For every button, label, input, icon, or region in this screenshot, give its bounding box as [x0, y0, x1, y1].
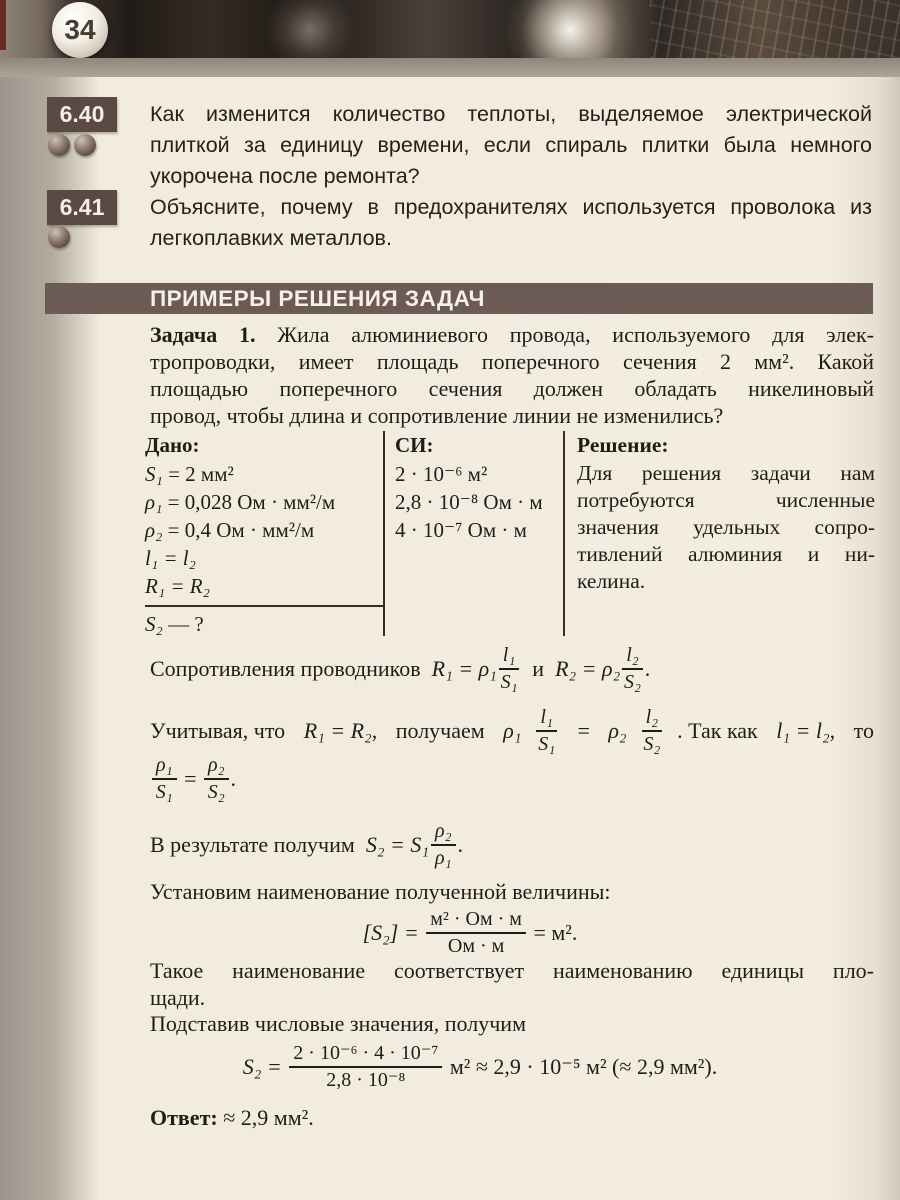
- task-text: Жила алюминиевого провода, используемого для элек-: [277, 322, 874, 347]
- difficulty-ball-icon: [74, 134, 96, 156]
- answer-value: ≈ 2,9 мм².: [217, 1105, 314, 1130]
- fraction-numerator: l₁: [499, 644, 520, 670]
- fraction: [289, 1042, 442, 1092]
- banner-lower-band: [0, 58, 900, 77]
- page-number-ball: [52, 2, 108, 58]
- difficulty-balls-641: [48, 226, 70, 248]
- fraction: [536, 706, 557, 756]
- task-line: провод, чтобы длина и сопротивление линии не изменились?: [150, 403, 724, 428]
- problem-number: 6.40: [59, 101, 105, 127]
- given-column: [145, 431, 383, 638]
- fraction-denominator: S₂: [207, 781, 225, 803]
- formula-text: Подставив числовые значения, получим: [150, 1011, 526, 1036]
- fraction-denominator: S₁: [500, 671, 518, 693]
- naming-formula-line: [150, 904, 790, 962]
- task-line: [150, 321, 874, 348]
- formula-text: .: [644, 656, 651, 681]
- header-photo-collage: [0, 0, 900, 58]
- formula-term: l₁ = l₂,: [776, 718, 836, 743]
- given-item: [145, 460, 383, 488]
- fraction-denominator: S₁: [155, 781, 173, 803]
- solution-line: потребуются численные: [577, 488, 875, 512]
- section-title: ПРИМЕРЫ РЕШЕНИЯ ЗАДАЧ: [150, 285, 485, 311]
- difficulty-ball-icon: [48, 226, 70, 248]
- formula-term: [S₂] =: [362, 920, 425, 945]
- naming-intro-line: [150, 879, 874, 905]
- value: = 0,028 Ом · мм²/м: [162, 490, 336, 514]
- solution-line: келина.: [577, 569, 646, 593]
- section-header-bar: [45, 283, 873, 314]
- si-item: 2 · 10⁻⁶ м²: [395, 462, 488, 486]
- fraction: [152, 754, 177, 804]
- find-item: [145, 610, 383, 638]
- problem-text-640: [150, 99, 872, 192]
- formula-term: ρ₂: [608, 718, 627, 743]
- ratio-formula-line: [150, 750, 874, 808]
- task-label: Задача 1.: [150, 322, 256, 347]
- solution-line: Для решения задачи нам: [577, 461, 875, 485]
- formula-text: Установим наименование полученной величины:: [150, 879, 611, 904]
- fraction-denominator: Ом · м: [447, 935, 505, 957]
- formula-text: . Так как: [677, 718, 764, 743]
- variable: l₁ = l₂: [145, 546, 196, 570]
- problem-number-badge-640: [47, 97, 117, 132]
- difficulty-ball-icon: [48, 134, 70, 156]
- final-formula-line: [150, 1037, 810, 1097]
- problem-number: 6.41: [59, 194, 105, 220]
- formula-text: В результате получим: [150, 832, 366, 857]
- formula-text: Учитывая, что: [150, 718, 291, 743]
- answer-line: [150, 1105, 874, 1131]
- difficulty-balls-640: [48, 134, 96, 156]
- formula-text: .: [457, 832, 464, 857]
- si-item: 2,8 · 10⁻⁸ Ом · м: [395, 490, 543, 514]
- fraction-denominator: 2,8 · 10⁻⁸: [326, 1069, 406, 1091]
- formula-text: =: [571, 718, 596, 743]
- given-table: [145, 431, 875, 638]
- problem-line: Объясните, почему в предохранителях используется проволока из: [150, 195, 872, 219]
- banner-red-sliver: [0, 0, 6, 50]
- variable: ρ₂: [145, 518, 163, 542]
- formula-text: и: [521, 656, 556, 681]
- formula-term: R₁ = ρ₁: [431, 656, 497, 681]
- fraction-numerator: l₁: [536, 706, 557, 732]
- solution-line: значения удельных сопро-: [577, 515, 875, 539]
- formula-text: получаем: [390, 718, 491, 743]
- fraction: [642, 706, 663, 756]
- fraction-denominator: S₂: [624, 671, 641, 693]
- formula-text: = м².: [527, 920, 578, 945]
- si-header: СИ:: [395, 433, 434, 457]
- fraction: [426, 908, 526, 958]
- given-item: [145, 488, 383, 516]
- value: = 0,4 Ом · мм²/м: [162, 518, 315, 542]
- fraction-numerator: l₂: [642, 706, 663, 732]
- fraction-numerator: ρ₁: [152, 754, 177, 780]
- answer-label: Ответ:: [150, 1105, 218, 1130]
- variable: R₁ = R₂: [145, 574, 210, 598]
- variable: ρ₁: [145, 490, 163, 514]
- given-item: [145, 516, 383, 544]
- units-note-line: щади.: [150, 985, 206, 1010]
- si-item: 4 · 10⁻⁷ Ом · м: [395, 518, 527, 542]
- fraction: [499, 644, 520, 694]
- problem-line: Как изменится количество теплоты, выделяемое электрической: [150, 102, 872, 126]
- problem-line: плиткой за единицу времени, если спираль плитки была немного: [150, 133, 872, 157]
- formula-text: =: [178, 766, 202, 791]
- circuit-board-texture: [650, 0, 900, 58]
- formula-term: ρ₁: [503, 718, 522, 743]
- formula-term: S₂ =: [242, 1054, 288, 1079]
- fraction-denominator: S₂: [643, 733, 661, 755]
- fraction-numerator: l₂: [622, 644, 643, 670]
- problem-number-badge-641: [47, 190, 117, 225]
- value: = 2 мм²: [162, 462, 234, 486]
- page-number: 34: [64, 14, 96, 45]
- fraction: [622, 644, 643, 694]
- formula-term: S₂ = S₁: [365, 832, 429, 857]
- fraction: [431, 820, 456, 870]
- formula-text: .: [230, 766, 237, 791]
- solution-column: [565, 431, 875, 638]
- fraction-denominator: S₁: [538, 733, 556, 755]
- substitute-intro-line: [150, 1011, 874, 1037]
- formula-term: R₁ = R₂,: [303, 718, 378, 743]
- value: — ?: [162, 612, 204, 636]
- formula-text: Сопротивления проводников: [150, 656, 432, 681]
- solution-line: тивлений алюминия и ни-: [577, 542, 875, 566]
- variable: S₁: [145, 462, 163, 486]
- fraction-denominator: ρ₁: [434, 847, 452, 869]
- si-column: [383, 431, 565, 636]
- problem-line: легкоплавких металлов.: [150, 226, 392, 250]
- fraction-numerator: ρ₂: [204, 754, 229, 780]
- task-line: площадью поперечного сечения должен обладать никелиновый: [150, 376, 874, 401]
- units-note-line: Такое наименование соответствует наименованию единицы пло-: [150, 958, 874, 983]
- units-note: [150, 957, 874, 1011]
- given-item: [145, 544, 383, 572]
- task-statement: [150, 321, 874, 429]
- result-formula-line: [150, 816, 874, 874]
- solution-header: Решение:: [577, 433, 669, 457]
- resistance-formula-line: [150, 640, 874, 698]
- problem-line: укорочена после ремонта?: [150, 164, 420, 188]
- fraction: [204, 754, 229, 804]
- problem-text-641: [150, 192, 872, 254]
- given-header: Дано:: [145, 433, 200, 457]
- formula-text: то: [848, 718, 874, 743]
- given-item: [145, 572, 383, 600]
- fraction-numerator: м² · Ом · м: [426, 908, 526, 934]
- variable: S₂: [145, 612, 163, 636]
- fraction-numerator: 2 · 10⁻⁶ · 4 · 10⁻⁷: [289, 1042, 442, 1068]
- formula-term: R₂ = ρ₂: [555, 656, 621, 681]
- given-divider-line: [145, 605, 383, 607]
- task-line: тропроводки, имеет площадь поперечного сечения 2 мм². Какой: [150, 349, 874, 374]
- fraction-numerator: ρ₂: [431, 820, 456, 846]
- formula-text: м² ≈ 2,9 · 10⁻⁵ м² (≈ 2,9 мм²).: [444, 1054, 718, 1079]
